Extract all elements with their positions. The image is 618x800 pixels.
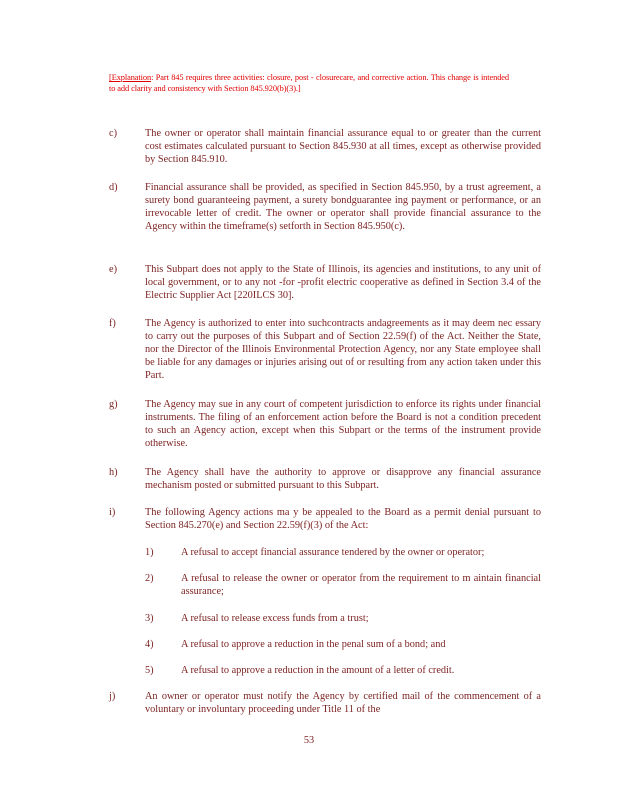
paragraph-text: Financial assurance shall be provided, as specified in Section 845.950, by a trust agreement, a surety bond guaranteeing payment, a surety bondguarantee ing payment or performance, or an irrevocable letter of credit. The owner or operator shall provide financial assurance to the Agency within the timeframe(s) setforth in Section 845.950(c). bbox=[145, 182, 541, 232]
paragraph-text: An owner or operator must notify the Agency by certified mail of the commencement of a voluntary or involuntary proceeding under Title 11 of the bbox=[145, 691, 541, 715]
subitem-label: 3) bbox=[145, 613, 154, 624]
paragraph-label: g) bbox=[109, 399, 118, 410]
paragraph-j bbox=[109, 690, 541, 716]
subitem-text: A refusal to accept financial assurance tendered by the owner or operator; bbox=[181, 547, 485, 558]
paragraph-label: d) bbox=[109, 182, 118, 193]
paragraph-text: The following Agency actions ma y be appealed to the Board as a permit denial pursuant to Section 845.270(e) and Section 22.59(f)(3) of the Act: bbox=[145, 507, 541, 531]
subitem-text: A refusal to approve a reduction in the amount of a letter of credit. bbox=[181, 665, 455, 676]
paragraph-text: The Agency shall have the authority to approve or disapprove any financial assurance mechanism posted or submitted pursuant to this Subpart. bbox=[145, 467, 541, 491]
paragraph-text: The owner or operator shall maintain financial assurance equal to or greater than the current cost estimates calculated pursuant to Section 845.930 at all times, except as otherwise provided by Section 845.910. bbox=[145, 128, 541, 165]
paragraph-label: h) bbox=[109, 467, 118, 478]
explanation-label: [Explanation bbox=[109, 73, 152, 82]
paragraph-f bbox=[109, 317, 541, 382]
subitem-text: A refusal to release excess funds from a trust; bbox=[181, 613, 369, 624]
subitem-label: 1) bbox=[145, 547, 154, 558]
subitem-label: 4) bbox=[145, 639, 154, 650]
explanation-text: : Part 845 requires three activities: closure, post - closurecare, and corrective action. This change is intended to add clarity and consistency with Section 845.920(b)(3).] bbox=[109, 73, 509, 93]
paragraph-i bbox=[109, 506, 541, 532]
paragraph-e bbox=[109, 263, 541, 302]
subitem-label: 5) bbox=[145, 665, 154, 676]
paragraph-d bbox=[109, 181, 541, 233]
subitem-3 bbox=[145, 612, 541, 625]
subitem-label: 2) bbox=[145, 573, 154, 584]
paragraph-g bbox=[109, 398, 541, 450]
subitem-1 bbox=[145, 546, 541, 559]
paragraph-c bbox=[109, 127, 541, 166]
paragraph-h bbox=[109, 466, 541, 492]
paragraph-label: c) bbox=[109, 128, 117, 139]
subitem-2 bbox=[145, 572, 541, 598]
paragraph-text: The Agency may sue in any court of competent jurisdiction to enforce its rights under financial instruments. The filing of an enforcement action before the Board is not a condition precedent to such an Agency action, except when this Subpart or the terms of the instrument provide otherwise. bbox=[145, 399, 541, 449]
explanation-note bbox=[109, 72, 509, 94]
subitem-4 bbox=[145, 638, 541, 651]
paragraph-label: i) bbox=[109, 507, 116, 518]
subitem-5 bbox=[145, 664, 541, 677]
page-number: 53 bbox=[303, 735, 315, 746]
paragraph-label: j) bbox=[109, 691, 116, 702]
paragraph-text: The Agency is authorized to enter into suchcontracts andagreements as it may deem nec essary to carry out the purposes of this Subpart and of Section 22.59(f) of the Act. Neither the State, nor the Director of the Illinois Environmental Protection Agency, nor any State employee shall be liable for any damages or injuries arising out of or resulting from any action taken under this Part. bbox=[145, 318, 541, 381]
paragraph-text: This Subpart does not apply to the State of Illinois, its agencies and institutions, to any unit of local government, or to any not -for -profit electric cooperative as defined in Section 3.4 of the Electric Supplier Act [220ILCS 30]. bbox=[145, 264, 541, 301]
paragraph-label: e) bbox=[109, 264, 117, 275]
subitem-text: A refusal to release the owner or operator from the requirement to m aintain financial assurance; bbox=[181, 573, 541, 597]
paragraph-label: f) bbox=[109, 318, 116, 329]
subitem-text: A refusal to approve a reduction in the penal sum of a bond; and bbox=[181, 639, 446, 650]
